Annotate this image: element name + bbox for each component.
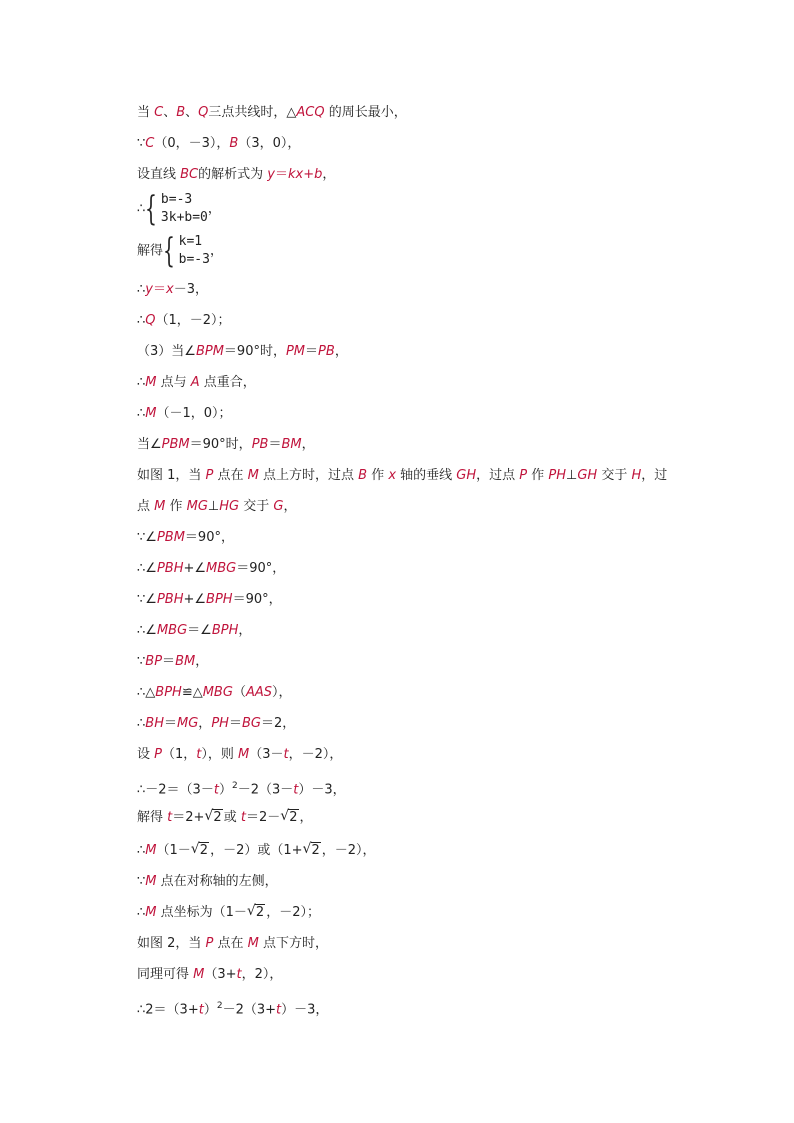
text-line-23: 解得 t＝2+√ 2 或 t＝2－√ 2 ， (137, 809, 313, 827)
text-line-21: 设 P（1，t），则 M（3－t，－2）， (137, 747, 343, 762)
text-line-11: 当∠PBM＝90°时，PB＝BM， (137, 437, 315, 452)
text-line-22: $\therefore-2=(3-t)^2-2(3-t)-3$， (137, 781, 346, 798)
equation-system-1: ∴{ b=-3 3k+b=0 ， (137, 189, 221, 229)
text-line-2: ∵C（0，－3），B（3，0）， (137, 136, 301, 151)
text-line-1: 当 C、B、Q三点共线时，△ACQ 的周长最小， (137, 105, 407, 120)
text-line-16: ∵∠PBH+∠BPH＝90°， (137, 592, 282, 607)
text-line-13: 点 M 作 MG⊥HG 交于 G， (137, 499, 297, 514)
text-line-14: ∵∠PBM＝90°， (137, 530, 234, 545)
text-line-9: ∴M 点与 A 点重合， (137, 375, 256, 390)
text-line-6: ∴y＝x－3， (137, 282, 208, 297)
text-line-18: ∵BP＝BM， (137, 654, 209, 669)
text-line-8: （3）当∠BPM＝90°时，PM＝PB， (137, 344, 348, 359)
text-line-20: ∴BH＝MG，PH＝BG＝2， (137, 716, 296, 731)
text-line-17: ∴∠MBG＝∠BPH， (137, 623, 252, 638)
text-line-15: ∴∠PBH+∠MBG＝90°， (137, 561, 286, 576)
text-line-7: ∴Q（1，－2）； (137, 313, 231, 328)
text-line-12: 如图 1，当 P 点在 M 点上方时，过点 B 作 x 轴的垂线 GH，过点 P 作 PH⊥GH 交于 H，过 (137, 468, 668, 483)
equation-system-2: 解得{ k=1 b=-3 ， (137, 231, 223, 271)
text-line-10: ∴M（－1，0）； (137, 406, 232, 421)
text-line-3: 设直线 BC的解析式为 y＝kx+b， (137, 167, 336, 182)
text-line-29: $\therefore 2=(3+t)^2-2(3+t)-3$， (137, 1001, 329, 1018)
text-line-28: 同理可得 M（3+t，2）， (137, 967, 283, 982)
text-line-19: ∴△BPH≌△MBG（AAS）， (137, 685, 292, 700)
text-line-25: ∵M 点在对称轴的左侧， (137, 874, 278, 889)
text-line-24: ∴M（1－√ 2 ，－2）或（1+√ 2 ，－2）， (137, 842, 376, 860)
text-line-27: 如图 2，当 P 点在 M 点下方时， (137, 936, 329, 951)
text-line-26: ∴M 点坐标为（1－√ 2 ，－2）； (137, 904, 320, 922)
